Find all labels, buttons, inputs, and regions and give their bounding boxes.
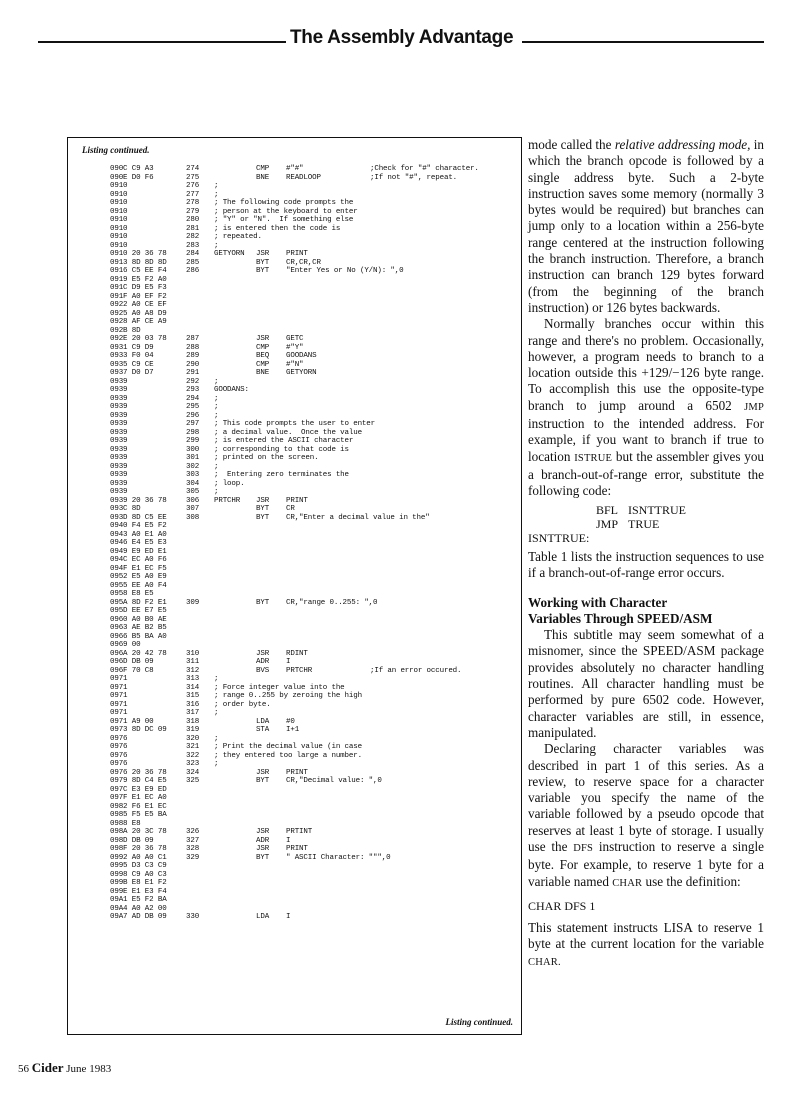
listing-comment: ;If an error occured. <box>370 666 462 675</box>
listing-label: ; <box>214 488 219 496</box>
listing-operand: RDINT <box>286 649 308 658</box>
listing-line-number: 303 <box>186 471 200 479</box>
listing-opcode: STA <box>256 726 270 734</box>
listing-address: 0925 A0 A8 D9 <box>110 309 167 318</box>
subheading: Working with Character Variables Through SPEED/ASM <box>528 595 713 627</box>
listing-line-number: 289 <box>186 352 200 360</box>
listing-address: 0949 E9 ED E1 <box>110 547 167 556</box>
listing-operand: #"N" <box>286 360 304 369</box>
listing-address: 097C E3 E9 ED <box>110 785 167 794</box>
listing-address: 0939 <box>110 377 128 386</box>
listing-address: 0971 <box>110 683 128 692</box>
listing-opcode: BYT <box>256 513 270 522</box>
listing-line-number: 299 <box>186 437 200 445</box>
listing-address: 0935 C9 CE <box>110 360 154 369</box>
listing-address: 0971 <box>110 692 128 700</box>
header-rule-right <box>522 41 764 43</box>
listing-line-number: 275 <box>186 173 200 182</box>
listing-address: 0979 8D C4 E5 <box>110 777 167 785</box>
listing-address: 0976 20 36 78 <box>110 768 167 777</box>
listing-operand: #0 <box>286 717 295 726</box>
listing-address: 0943 A0 E1 A0 <box>110 530 167 539</box>
listing-opcode: BYT <box>256 505 270 513</box>
listing-line-number: 304 <box>186 479 200 488</box>
listing-label: ; <box>214 394 219 403</box>
listing-opcode: BYT <box>256 258 270 267</box>
listing-address: 0939 <box>110 454 128 462</box>
listing-address: 0976 <box>110 743 128 751</box>
listing-line-number: 295 <box>186 403 200 411</box>
listing-address: 0939 <box>110 437 128 445</box>
listing-line-number: 284 <box>186 250 200 258</box>
listing-address: 0992 A0 A0 C1 <box>110 853 167 862</box>
listing-opcode: CMP <box>256 343 270 352</box>
listing-address: 0939 20 36 78 <box>110 496 167 505</box>
listing-opcode: BEQ <box>256 352 270 360</box>
page-number: 56 <box>18 1063 29 1075</box>
listing-line-number: 290 <box>186 360 200 369</box>
listing-address: 094F E1 EC F5 <box>110 564 167 573</box>
listing-label: ; repeated. <box>214 233 262 241</box>
listing-label: ; <box>214 190 219 199</box>
listing-line-number: 300 <box>186 445 200 454</box>
listing-line-number: 310 <box>186 649 200 658</box>
listing-line-number: 324 <box>186 768 200 777</box>
listing-line-number: 288 <box>186 343 200 352</box>
listing-address: 0910 20 36 78 <box>110 250 167 258</box>
listing-opcode: BYT <box>256 267 270 275</box>
listing-address: 0995 D3 C3 C9 <box>110 862 167 870</box>
listing-label: ; they entered too large a number. <box>214 751 362 760</box>
listing-label: PRTCHR <box>214 496 241 505</box>
magazine-logo: Cider <box>31 1060 64 1075</box>
listing-line-number: 323 <box>186 760 200 768</box>
listing-label: ; <box>214 182 219 190</box>
listing-label: ; loop. <box>214 479 245 488</box>
listing-line-number: 285 <box>186 258 200 267</box>
listing-line-number: 315 <box>186 692 200 700</box>
paragraph-3: Table 1 lists the instruction sequences to use if a branch-out-of-range error occurs. <box>528 548 764 580</box>
listing-line-number: 287 <box>186 335 200 343</box>
listing-line-number: 306 <box>186 496 200 505</box>
listing-line-number: 327 <box>186 836 200 845</box>
listing-opcode: BYT <box>256 853 270 862</box>
listing-label: ; <box>214 411 219 420</box>
listing-opcode: CMP <box>256 360 270 369</box>
listing-opcode: BNE <box>256 173 270 182</box>
listing-address: 0910 <box>110 190 128 199</box>
listing-footer: Listing continued. <box>445 1017 513 1027</box>
listing-address: 0969 00 <box>110 641 141 649</box>
listing-label: ; printed on the screen. <box>214 454 319 462</box>
listing-opcode: JSR <box>256 649 270 658</box>
listing-address: 098A 20 3C 78 <box>110 828 167 836</box>
listing-address: 092E 20 03 78 <box>110 335 167 343</box>
listing-line-number: 291 <box>186 369 200 377</box>
listing-label: ; Force integer value into the <box>214 683 345 692</box>
listing-label: ; <box>214 709 219 717</box>
listing-line-number: 278 <box>186 199 200 207</box>
listing-address: 0955 EE A0 F4 <box>110 581 167 590</box>
article-column <box>528 137 764 971</box>
listing-address: 0937 D0 D7 <box>110 369 154 377</box>
listing-line-number: 320 <box>186 734 200 743</box>
listing-label: GOODANS: <box>214 386 249 394</box>
listing-line-number: 312 <box>186 666 200 675</box>
listing-address: 096F 70 C8 <box>110 666 154 675</box>
listing-address: 0922 A0 CE EF <box>110 301 167 309</box>
listing-line-number: 318 <box>186 717 200 726</box>
listing-address: 0966 B5 BA A0 <box>110 632 167 641</box>
listing-opcode: ADR <box>256 836 270 845</box>
code-example-dfs: CHAR DFS 1 <box>528 898 596 913</box>
listing-opcode: JSR <box>256 250 270 258</box>
listing-operand: GETC <box>286 335 304 343</box>
listing-operand: CR,CR,CR <box>286 258 321 267</box>
listing-operand: PRINT <box>286 250 308 258</box>
listing-opcode: LDA <box>256 913 270 921</box>
listing-label: ; <box>214 403 219 411</box>
listing-label: ; a decimal value. Once the value <box>214 428 362 437</box>
listing-address: 0939 <box>110 411 128 420</box>
listing-operand: GETYORN <box>286 369 317 377</box>
listing-line-number: 301 <box>186 454 200 462</box>
listing-line-number: 309 <box>186 598 200 607</box>
listing-address: 0933 F0 04 <box>110 352 154 360</box>
paragraph-5: Declaring character variables was described in part 1 of this series. As a review, to reserve space for a character variable you specify the name of the variable followed by a pseudo opcode that reserves at least 1 byte of storage. I usually use the DFS instruction to reserve a single byte. For example, to reserve 1 byte for a variable named CHAR use the definition: <box>528 741 764 889</box>
listing-operand: CR,"range 0..255: ",0 <box>286 598 378 607</box>
listing-line-number: 313 <box>186 675 200 683</box>
listing-address: 0913 8D 8D 8D <box>110 258 167 267</box>
code-listing-box <box>67 137 522 1035</box>
listing-line-number: 298 <box>186 428 200 437</box>
listing-operand: GOODANS <box>286 352 317 360</box>
listing-address: 0939 <box>110 479 128 488</box>
listing-address: 099E E1 E3 F4 <box>110 887 167 896</box>
listing-line-number: 307 <box>186 505 200 513</box>
listing-opcode: JSR <box>256 828 270 836</box>
paragraph-6: This statement instructs LISA to reserve 1 byte at the current location for the variable CHAR. <box>528 920 764 968</box>
listing-operand: PRINT <box>286 845 308 853</box>
listing-address: 0940 F4 E5 F2 <box>110 522 167 530</box>
listing-label: ; <box>214 462 219 471</box>
listing-line-number: 311 <box>186 658 200 666</box>
listing-line-number: 297 <box>186 420 200 428</box>
listing-address: 0910 <box>110 182 128 190</box>
listing-address: 0939 <box>110 445 128 454</box>
listing-operand: I+1 <box>286 726 300 734</box>
listing-operand: CR,"Decimal value: ",0 <box>286 777 382 785</box>
listing-line-number: 280 <box>186 216 200 224</box>
paragraph-1: mode called the relative addressing mode, in which the branch opcode is followed by a single address byte. Such a 2-byte instruction saves some memory (normally 3 bytes would be required) but branches can jump only to a location within a 256-byte range centered at the instruction following the branch instruction. Therefore, a branch instruction can branch 129 bytes forward (from the beginning of the branch instruction) or 126 bytes backwards. <box>528 137 765 315</box>
listing-line-number: 316 <box>186 700 200 709</box>
paragraph-2: Normally branches occur within this range and there's no problem. Occasionally, however, a program needs to branch to a location outside this +129/−126 byte range. To accomplish this use the opposite-type branch to jump around a 6502 JMP instruction to the intended address. For example, if you want to branch if true to location ISTRUE but the assembler gives you a branch-out-of-range error, substitute the following code: <box>528 316 765 499</box>
listing-label: ; "Y" or "N". If something else <box>214 216 354 224</box>
listing-address: 09A7 AD DB 09 <box>110 913 167 921</box>
listing-address: 0939 <box>110 428 128 437</box>
listing-address: 0931 C9 D9 <box>110 343 154 352</box>
listing-label: ; is entered then the code is <box>214 224 341 233</box>
listing-operand: #"Y" <box>286 343 304 352</box>
listing-operand: CR <box>286 505 295 513</box>
listing-address: 091F A0 EF F2 <box>110 292 167 301</box>
listing-address: 096A 20 42 78 <box>110 649 167 658</box>
listing-label: ; order byte. <box>214 700 271 709</box>
listing-line-number: 322 <box>186 751 200 760</box>
listing-label: ; person at the keyboard to enter <box>214 207 358 216</box>
listing-opcode: BVS <box>256 666 270 675</box>
listing-operand: I <box>286 836 291 845</box>
listing-address: 096D DB 09 <box>110 658 154 666</box>
issue-date: June 1983 <box>66 1063 112 1075</box>
listing-address: 098F 20 36 78 <box>110 845 167 853</box>
listing-address: 0939 <box>110 403 128 411</box>
listing-line-number: 326 <box>186 828 200 836</box>
listing-line-number: 308 <box>186 513 200 522</box>
listing-address: 0971 <box>110 700 128 709</box>
listing-address: 091C D9 E5 F3 <box>110 284 167 292</box>
listing-address: 0976 <box>110 760 128 768</box>
listing-operand: PRINT <box>286 768 308 777</box>
listing-operand: #"#" <box>286 165 304 173</box>
listing-line-number: 325 <box>186 777 200 785</box>
listing-line-number: 330 <box>186 913 200 921</box>
listing-line-number: 305 <box>186 488 200 496</box>
listing-label: ; range 0..255 by zeroing the high <box>214 692 362 700</box>
listing-line-number: 283 <box>186 241 200 250</box>
paragraph-4: This subtitle may seem somewhat of a misnomer, since the SPEED/ASM package provides absolutely no character handling routines. All character handling must be performed by pure 6502 code. However, character variables are still, in essence, manipulated. <box>528 627 764 740</box>
listing-address: 0910 <box>110 241 128 250</box>
listing-address: 0946 E4 E5 E3 <box>110 539 167 547</box>
listing-operand: I <box>286 913 291 921</box>
listing-label: ; Print the decimal value (in case <box>214 743 362 751</box>
code-example-branch: BFL ISNTTRUE JMP TRUE ISNTTRUE: <box>528 502 686 545</box>
listing-opcode: BYT <box>256 598 270 607</box>
listing-address: 0910 <box>110 207 128 216</box>
listing-address: 0939 <box>110 471 128 479</box>
listing-operand: " ASCII Character: """,0 <box>286 853 391 862</box>
listing-line-number: 314 <box>186 683 200 692</box>
listing-address: 0976 <box>110 734 128 743</box>
listing-address: 0910 <box>110 216 128 224</box>
running-head: The Assembly Advantage <box>290 27 514 48</box>
listing-address: 0939 <box>110 394 128 403</box>
listing-address: 0963 AE B2 B5 <box>110 624 167 632</box>
listing-operand: PRINT <box>286 496 308 505</box>
listing-address: 0910 <box>110 224 128 233</box>
listing-address: 0976 <box>110 751 128 760</box>
listing-label: ; <box>214 377 219 386</box>
listing-operand: I <box>286 658 291 666</box>
listing-line-number: 296 <box>186 411 200 420</box>
listing-label: ; Entering zero terminates the <box>214 471 349 479</box>
listing-label: ; This code prompts the user to enter <box>214 420 375 428</box>
listing-line-number: 328 <box>186 845 200 853</box>
listing-address: 093C 8D <box>110 505 141 513</box>
listing-opcode: CMP <box>256 165 270 173</box>
listing-address: 090E D0 F6 <box>110 173 154 182</box>
listing-address: 0988 E8 <box>110 819 141 828</box>
listing-line-number: 276 <box>186 182 200 190</box>
listing-line-number: 319 <box>186 726 200 734</box>
listing-address: 09A1 E5 F2 BA <box>110 896 167 904</box>
listing-label: GETYORN <box>214 250 245 258</box>
listing-caption: Listing continued. <box>82 145 150 155</box>
listing-line-number: 329 <box>186 853 200 862</box>
listing-operand: READLOOP <box>286 173 321 182</box>
listing-address: 0952 E5 A0 E9 <box>110 573 167 581</box>
listing-line-number: 293 <box>186 386 200 394</box>
listing-line-number: 277 <box>186 190 200 199</box>
listing-operand: PRTINT <box>286 828 313 836</box>
listing-address: 092B 8D <box>110 326 141 335</box>
listing-address: 09A4 A0 A2 00 <box>110 904 167 913</box>
listing-line-number: 321 <box>186 743 200 751</box>
page-footer <box>18 1060 111 1076</box>
listing-address: 097F E1 EC A0 <box>110 794 167 802</box>
listing-opcode: BNE <box>256 369 270 377</box>
listing-line-number: 292 <box>186 377 200 386</box>
listing-opcode: LDA <box>256 717 270 726</box>
listing-comment: ;If not "#", repeat. <box>370 173 458 182</box>
listing-address: 0939 <box>110 386 128 394</box>
listing-address: 0982 F6 E1 EC <box>110 802 167 811</box>
listing-address: 0910 <box>110 233 128 241</box>
listing-comment: ;Check for "#" character. <box>370 165 479 173</box>
listing-address: 095A 8D F2 E1 <box>110 598 167 607</box>
listing-opcode: JSR <box>256 496 270 505</box>
listing-opcode: JSR <box>256 845 270 853</box>
listing-label: ; <box>214 241 219 250</box>
listing-opcode: BYT <box>256 777 270 785</box>
listing-line-number: 281 <box>186 224 200 233</box>
listing-address: 095D EE E7 E5 <box>110 607 167 615</box>
listing-address: 0985 F5 E5 BA <box>110 811 167 819</box>
listing-label: ; <box>214 760 219 768</box>
listing-address: 090C C9 A3 <box>110 165 154 173</box>
listing-label: ; is entered the ASCII character <box>214 437 354 445</box>
header-rule-left <box>38 41 286 43</box>
listing-line-number: 302 <box>186 462 200 471</box>
listing-line-number: 279 <box>186 207 200 216</box>
listing-label: ; <box>214 675 219 683</box>
listing-address: 0939 <box>110 462 128 471</box>
listing-address: 0998 C9 A0 C3 <box>110 870 167 879</box>
listing-line-number: 294 <box>186 394 200 403</box>
listing-address: 0971 <box>110 675 128 683</box>
listing-address: 0971 A9 00 <box>110 717 154 726</box>
listing-label: ; <box>214 734 219 743</box>
listing-operand: PRTCHR <box>286 666 313 675</box>
listing-address: 0958 E8 E5 <box>110 590 154 598</box>
listing-address: 0910 <box>110 199 128 207</box>
listing-address: 0919 E5 F2 A0 <box>110 275 167 284</box>
listing-line-number: 282 <box>186 233 200 241</box>
listing-address: 0973 8D DC 09 <box>110 726 167 734</box>
listing-label: ; corresponding to that code is <box>214 445 349 454</box>
listing-address: 0939 <box>110 420 128 428</box>
listing-line-number: 274 <box>186 165 200 173</box>
listing-address: 0928 AF CE A9 <box>110 318 167 326</box>
listing-operand: "Enter Yes or No (Y/N): ",0 <box>286 267 404 275</box>
listing-address: 0939 <box>110 488 128 496</box>
listing-operand: CR,"Enter a decimal value in the" <box>286 513 430 522</box>
listing-address: 093D 8D C5 EE <box>110 513 167 522</box>
listing-opcode: JSR <box>256 768 270 777</box>
listing-line-number: 286 <box>186 267 200 275</box>
listing-line-number: 317 <box>186 709 200 717</box>
listing-address: 0971 <box>110 709 128 717</box>
listing-address: 0960 A0 B0 AE <box>110 615 167 624</box>
listing-address: 0916 C5 EE F4 <box>110 267 167 275</box>
listing-address: 094C EC A0 F6 <box>110 556 167 564</box>
listing-address: 098D DB 09 <box>110 836 154 845</box>
listing-label: ; The following code prompts the <box>214 199 354 207</box>
listing-opcode: JSR <box>256 335 270 343</box>
listing-opcode: ADR <box>256 658 270 666</box>
listing-address: 099B E8 E1 F2 <box>110 879 167 887</box>
